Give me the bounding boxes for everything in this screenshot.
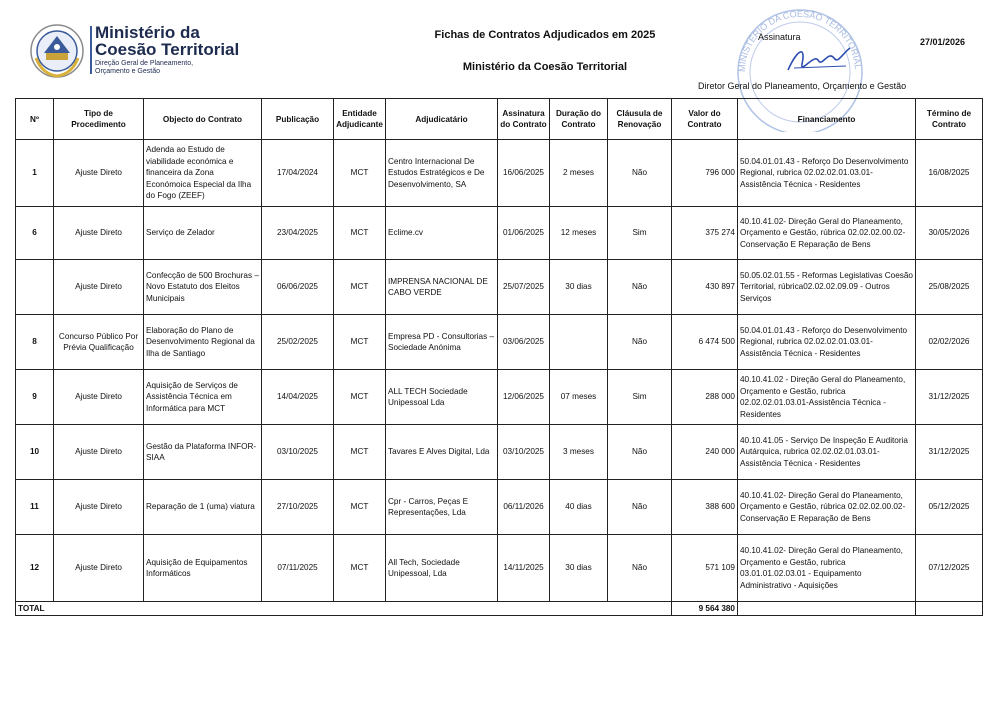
column-header: Publicação xyxy=(262,99,334,140)
cell-contractor: All Tech, Sociedade Unipessoal, Lda xyxy=(386,535,498,602)
directorate-line1: Direção Geral de Planeamento, xyxy=(95,60,194,67)
cell-end-date: 31/12/2025 xyxy=(916,370,983,425)
column-header: Entidade Adjudicante xyxy=(334,99,386,140)
cell-contract-object: Reparação de 1 (uma) viatura xyxy=(144,480,262,535)
cell-end-date: 02/02/2026 xyxy=(916,315,983,370)
cell-publication-date: 14/04/2025 xyxy=(262,370,334,425)
cell-signing-date: 03/06/2025 xyxy=(498,315,550,370)
cell-contractor: Cpr - Carros, Peças E Representações, Lda xyxy=(386,480,498,535)
cell-procedure-type: Concurso Público Por Prévia Qualificação xyxy=(54,315,144,370)
cell-publication-date: 06/06/2025 xyxy=(262,260,334,315)
column-header: Valor do Contrato xyxy=(672,99,738,140)
cell-end-date: 16/08/2025 xyxy=(916,140,983,207)
cell-renewal-clause: Sim xyxy=(608,207,672,260)
cell-financing: 50.04.01.01.43 - Reforço do Desenvolvimento Regional, rubrica 02.02.02.01.03.01-Assistência Técnica - Residentes xyxy=(738,315,916,370)
signer-role: Diretor Geral do Planeamento, Orçamento e Gestão xyxy=(698,81,907,91)
total-label: TOTAL xyxy=(16,602,672,616)
cell-renewal-clause: Não xyxy=(608,535,672,602)
cell-contractor: Eclime.cv xyxy=(386,207,498,260)
cell-procedure-type: Ajuste Direto xyxy=(54,425,144,480)
ministry-name-line1: Ministério da xyxy=(95,23,200,42)
cell-contractor: IMPRENSA NACIONAL DE CABO VERDE xyxy=(386,260,498,315)
cell-number: 9 xyxy=(16,370,54,425)
column-header: Cláusula de Renovação xyxy=(608,99,672,140)
cell-contract-value: 388 600 xyxy=(672,480,738,535)
cell-contract-value: 6 474 500 xyxy=(672,315,738,370)
table-row xyxy=(16,425,983,480)
cell-awarding-entity: MCT xyxy=(334,207,386,260)
cell-contract-value: 796 000 xyxy=(672,140,738,207)
document-date: 27/01/2026 xyxy=(920,37,966,47)
table-row xyxy=(16,207,983,260)
cell-procedure-type: Ajuste Direto xyxy=(54,370,144,425)
cell-contract-object: Serviço de Zelador xyxy=(144,207,262,260)
cell-awarding-entity: MCT xyxy=(334,140,386,207)
cell-signing-date: 16/06/2025 xyxy=(498,140,550,207)
cell-publication-date: 27/10/2025 xyxy=(262,480,334,535)
cell-awarding-entity: MCT xyxy=(334,370,386,425)
cell-financing: 40.10.41.02- Direção Geral do Planeamento, Orçamento e Gestão, rubrica 03.01.01.02.03.01 - Equipamento Administrativo - Aquisições xyxy=(738,535,916,602)
table-row xyxy=(16,140,983,207)
cell-number xyxy=(16,260,54,315)
contracts-table xyxy=(15,98,983,616)
cell-financing: 40.10.41.05 - Serviço De Inspeção E Auditoria Autárquica, rubrica 02.02.02.01.03.01-Assistência Técnica - Residentes xyxy=(738,425,916,480)
cell-number: 1 xyxy=(16,140,54,207)
cell-awarding-entity: MCT xyxy=(334,260,386,315)
cell-contract-object: Elaboração do Plano de Desenvolvimento Regional da Ilha de Santiago xyxy=(144,315,262,370)
cell-contract-value: 571 109 xyxy=(672,535,738,602)
column-header: Duração do Contrato xyxy=(550,99,608,140)
table-row xyxy=(16,260,983,315)
cell-end-date: 31/12/2025 xyxy=(916,425,983,480)
column-header: Objecto do Contrato xyxy=(144,99,262,140)
stamp-text: MINISTÉRIO DA COESÃO TERRITORIAL xyxy=(736,9,863,73)
cell-contractor: ALL TECH Sociedade Unipessoal Lda xyxy=(386,370,498,425)
cell-contractor: Centro Internacional De Estudos Estratégicos e De Desenvolvimento, SA xyxy=(386,140,498,207)
cell-renewal-clause: Não xyxy=(608,260,672,315)
cell-duration: 40 dias xyxy=(550,480,608,535)
cell-signing-date: 06/11/2026 xyxy=(498,480,550,535)
cell-procedure-type: Ajuste Direto xyxy=(54,480,144,535)
cell-number: 8 xyxy=(16,315,54,370)
cell-end-date: 07/12/2025 xyxy=(916,535,983,602)
coat-of-arms-icon xyxy=(28,22,86,80)
cell-financing: 40.10.41.02 - Direção Geral do Planeamento, Orçamento e Gestão, rubrica 02.02.02.01.03.01-Assistência Técnica - Residentes xyxy=(738,370,916,425)
cell-end-date: 30/05/2026 xyxy=(916,207,983,260)
cell-duration: 3 meses xyxy=(550,425,608,480)
cell-contractor: Tavares E Alves Digital, Lda xyxy=(386,425,498,480)
cell-number: 12 xyxy=(16,535,54,602)
total-value: 9 564 380 xyxy=(672,602,738,616)
cell-end-date: 05/12/2025 xyxy=(916,480,983,535)
cell-end-date: 25/08/2025 xyxy=(916,260,983,315)
signature-label: Assinatura xyxy=(758,32,801,42)
cell-duration: 12 meses xyxy=(550,207,608,260)
cell-renewal-clause: Não xyxy=(608,480,672,535)
cell-duration: 2 meses xyxy=(550,140,608,207)
cell-contract-object: Gestão da Plataforma INFOR-SIAA xyxy=(144,425,262,480)
empty-cell xyxy=(738,602,916,616)
empty-cell xyxy=(916,602,983,616)
column-header: Adjudicatário xyxy=(386,99,498,140)
cell-renewal-clause: Não xyxy=(608,140,672,207)
cell-awarding-entity: MCT xyxy=(334,315,386,370)
cell-renewal-clause: Sim xyxy=(608,370,672,425)
cell-number: 10 xyxy=(16,425,54,480)
table-row xyxy=(16,315,983,370)
table-row xyxy=(16,535,983,602)
cell-contract-object: Aquisição de Equipamentos Informáticos xyxy=(144,535,262,602)
cell-duration: 07 meses xyxy=(550,370,608,425)
total-row xyxy=(16,602,983,616)
cell-number: 11 xyxy=(16,480,54,535)
cell-awarding-entity: MCT xyxy=(334,425,386,480)
table-header-row xyxy=(16,99,983,140)
column-header: Assinatura do Contrato xyxy=(498,99,550,140)
ministry-logo xyxy=(28,22,248,82)
cell-publication-date: 03/10/2025 xyxy=(262,425,334,480)
handwritten-signature-icon xyxy=(780,40,860,80)
cell-signing-date: 03/10/2025 xyxy=(498,425,550,480)
cell-number: 6 xyxy=(16,207,54,260)
cell-financing: 40.10.41.02- Direção Geral do Planeamento, Orçamento e Gestão, rúbrica 02.02.02.00.02-Conservação E Reparação de Bens xyxy=(738,207,916,260)
cell-publication-date: 25/02/2025 xyxy=(262,315,334,370)
cell-signing-date: 25/07/2025 xyxy=(498,260,550,315)
column-header: Nº xyxy=(16,99,54,140)
cell-renewal-clause: Não xyxy=(608,315,672,370)
cell-duration: 30 dias xyxy=(550,260,608,315)
logo-divider xyxy=(90,26,92,74)
cell-renewal-clause: Não xyxy=(608,425,672,480)
cell-contract-value: 375 274 xyxy=(672,207,738,260)
cell-publication-date: 07/11/2025 xyxy=(262,535,334,602)
cell-signing-date: 01/06/2025 xyxy=(498,207,550,260)
document-subtitle: Ministério da Coesão Territorial xyxy=(462,61,628,73)
cell-financing: 40.10.41.02- Direção Geral do Planeamento, Orçamento e Gestão, rúbrica 02.02.02.00.02-Conservação E Reparação de Bens xyxy=(738,480,916,535)
cell-publication-date: 17/04/2024 xyxy=(262,140,334,207)
ministry-name-line2: Coesão Territorial xyxy=(95,40,240,59)
cell-procedure-type: Ajuste Direto xyxy=(54,207,144,260)
cell-signing-date: 12/06/2025 xyxy=(498,370,550,425)
cell-financing: 50.05.02.01.55 - Reformas Legislativas Coesão Territorial, rúbrica02.02.02.09.09 - Outros Serviços xyxy=(738,260,916,315)
column-header: Término de Contrato xyxy=(916,99,983,140)
cell-procedure-type: Ajuste Direto xyxy=(54,260,144,315)
cell-contract-value: 430 897 xyxy=(672,260,738,315)
cell-contract-object: Confecção de 500 Brochuras – Novo Estatuto dos Eleitos Municipais xyxy=(144,260,262,315)
column-header: Financiamento xyxy=(738,99,916,140)
cell-procedure-type: Ajuste Direto xyxy=(54,140,144,207)
cell-awarding-entity: MCT xyxy=(334,535,386,602)
table-row xyxy=(16,370,983,425)
cell-financing: 50.04.01.01.43 - Reforço Do Desenvolvimento Regional, rubrica 02.02.02.01.03.01-Assistência Técnica - Residentes xyxy=(738,140,916,207)
cell-duration: 30 dias xyxy=(550,535,608,602)
cell-duration xyxy=(550,315,608,370)
column-header: Tipo de Procedimento xyxy=(54,99,144,140)
cell-contract-value: 240 000 xyxy=(672,425,738,480)
cell-awarding-entity: MCT xyxy=(334,480,386,535)
cell-contract-value: 288 000 xyxy=(672,370,738,425)
directorate-line2: Orçamento e Gestão xyxy=(95,68,160,75)
document-title: Fichas de Contratos Adjudicados em 2025 xyxy=(434,29,656,41)
cell-contractor: Empresa PD - Consultorias – Sociedade Anónima xyxy=(386,315,498,370)
cell-signing-date: 14/11/2025 xyxy=(498,535,550,602)
cell-contract-object: Adenda ao Estudo de viabilidade económica e financeira da Zona Económoica Especial da Ilha do Fogo (ZEEF) xyxy=(144,140,262,207)
table-row xyxy=(16,480,983,535)
cell-contract-object: Aquisição de Serviços de Assistência Técnica em Informática para MCT xyxy=(144,370,262,425)
cell-publication-date: 23/04/2025 xyxy=(262,207,334,260)
cell-procedure-type: Ajuste Direto xyxy=(54,535,144,602)
